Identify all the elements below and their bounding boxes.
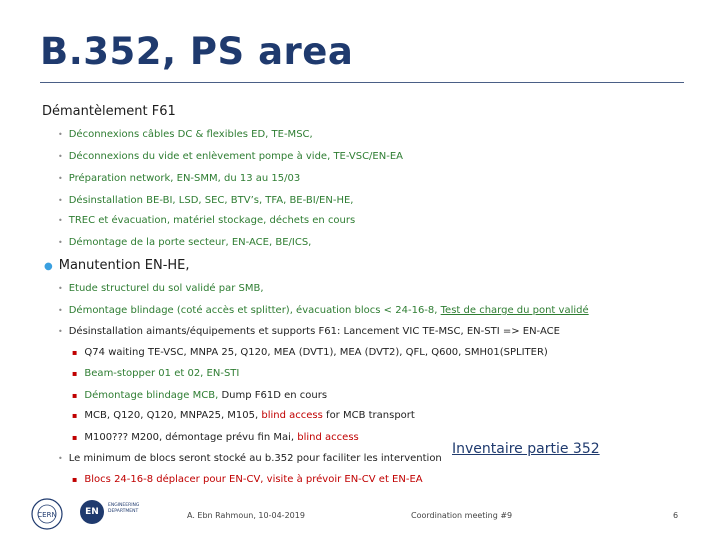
bullet-icon: • bbox=[58, 152, 63, 161]
list-item: • Déconnexions câbles DC & flexibles ED, TE-MSC, bbox=[58, 129, 313, 140]
bullet-icon: • bbox=[58, 284, 63, 293]
en-logo bbox=[80, 500, 140, 524]
bullet-icon: ▪ bbox=[72, 348, 78, 357]
list-item: • Démontage de la porte secteur, EN-ACE, BE/ICS, bbox=[58, 237, 312, 248]
bullet-icon: • bbox=[58, 196, 63, 205]
sub-list-item: ▪ MCB, Q120, Q120, MNPA25, M105, blind access for MCB transport bbox=[72, 410, 415, 421]
inventaire-link[interactable]: Inventaire partie 352 bbox=[452, 441, 600, 457]
bullet-icon: ● bbox=[44, 261, 53, 272]
bullet-icon: • bbox=[58, 130, 63, 139]
sub-list-item: ▪ Démontage blindage MCB, Dump F61D en cours bbox=[72, 390, 328, 401]
list-item: • Désinstallation aimants/équipements et supports F61: Lancement VIC TE-MSC, EN-STI => EN-ACE bbox=[58, 326, 560, 337]
sub-list-item: ▪ Q74 waiting TE-VSC, MNPA 25, Q120, MEA (DVT1), MEA (DVT2), QFL, Q600, SMH01(SPLITER) bbox=[72, 347, 548, 358]
bullet-icon: • bbox=[58, 454, 63, 463]
en-logo-icon: EN bbox=[80, 500, 104, 524]
bullet-icon: ▪ bbox=[72, 411, 78, 420]
bullet-icon: • bbox=[58, 306, 63, 315]
sub-list-item: ▪ Blocs 24-16-8 déplacer pour EN-CV, visite à prévoir EN-CV et EN-EA bbox=[72, 474, 423, 485]
bullet-icon: ▪ bbox=[72, 433, 78, 442]
footer-meeting: Coordination meeting #9 bbox=[411, 511, 513, 520]
section-heading-demantelement: Démantèlement F61 bbox=[42, 104, 176, 119]
list-item: • Le minimum de blocs seront stocké au b.352 pour faciliter les intervention bbox=[58, 453, 442, 464]
bullet-icon: ▪ bbox=[72, 391, 78, 400]
list-item: • Déconnexions du vide et enlèvement pompe à vide, TE-VSC/EN-EA bbox=[58, 151, 403, 162]
sub-list-item: ▪ Beam-stopper 01 et 02, EN-STI bbox=[72, 368, 240, 379]
bullet-icon: • bbox=[58, 174, 63, 183]
slide-title: B.352, PS area bbox=[40, 30, 354, 73]
list-item: • TREC et évacuation, matériel stockage, déchets en cours bbox=[58, 215, 356, 226]
cern-logo-icon bbox=[30, 497, 64, 531]
bullet-icon: ▪ bbox=[72, 369, 78, 378]
list-item: • Préparation network, EN-SMM, du 13 au 15/03 bbox=[58, 173, 301, 184]
list-item: • Désinstallation BE-BI, LSD, SEC, BTV’s, TFA, BE-BI/EN-HE, bbox=[58, 195, 354, 206]
bullet-icon: • bbox=[58, 238, 63, 247]
page-number: 6 bbox=[673, 511, 679, 520]
footer-author: A. Ebn Rahmoun, 10-04-2019 bbox=[187, 511, 305, 520]
bullet-icon: ▪ bbox=[72, 475, 78, 484]
sub-list-item: ▪ M100??? M200, démontage prévu fin Mai, blind access bbox=[72, 432, 359, 443]
section-heading-manutention: ● Manutention EN-HE, bbox=[44, 258, 190, 273]
list-item: • Etude structurel du sol validé par SMB, bbox=[58, 283, 264, 294]
cern-logo-text: CERN bbox=[37, 511, 57, 519]
list-item: • Démontage blindage (coté accès et splitter), évacuation blocs < 24-16-8, Test de charge du pont validé bbox=[58, 305, 589, 316]
title-divider bbox=[40, 82, 684, 83]
bullet-icon: • bbox=[58, 216, 63, 225]
bullet-icon: • bbox=[58, 327, 63, 336]
en-logo-text: ENGINEERING DEPARTMENT bbox=[108, 503, 140, 514]
